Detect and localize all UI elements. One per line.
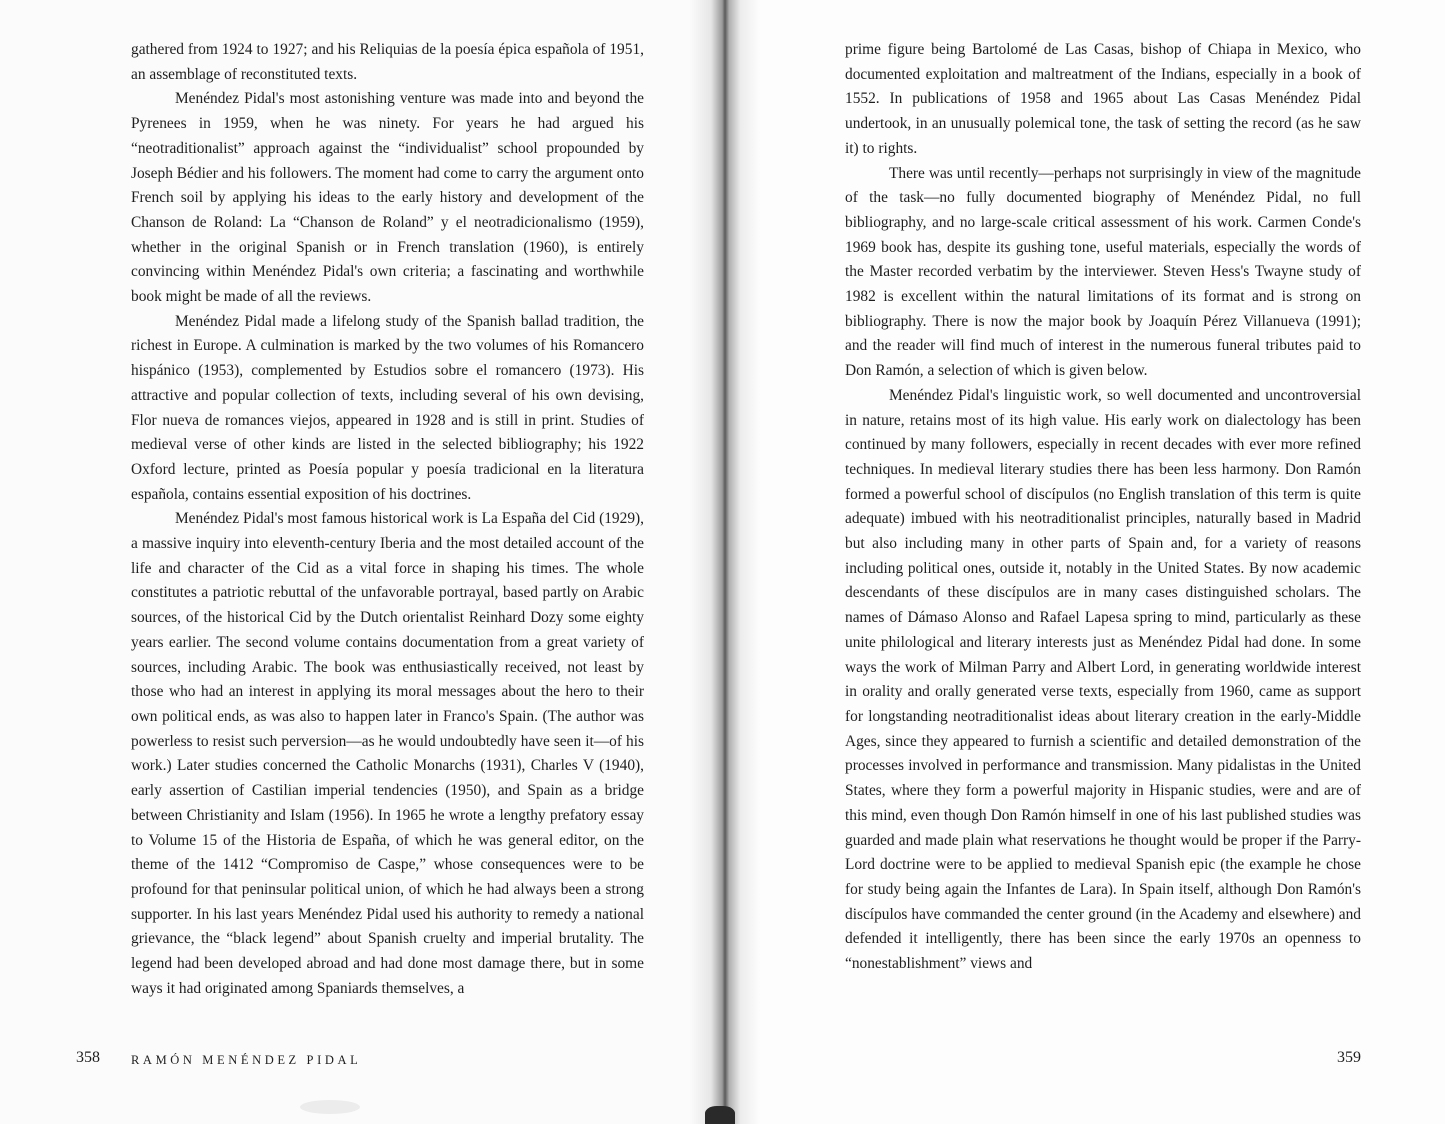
paragraph: There was until recently—perhaps not surprisingly in view of the magnitude of the task—no fully documented biography of Menéndez Pidal, no full bibliography, and no large-scale critical assessment of his work. Carmen Conde's 1969 book has, despite its gushing tone, useful materials, especially the words of the Master recorded verbatim by the interviewer. Steven Hess's Twayne study of 1982 is excellent within the natural limitations of its format and is strong on bibliography. There is now the major book by Joaquín Pérez Villanueva (1991); and the reader will find much of interest in the numerous funeral tributes paid to Don Ramón, a selection of which is given below.	[845, 164, 1361, 380]
page-number: 359	[1337, 1049, 1361, 1066]
gutter-shadow	[705, 1106, 735, 1124]
left-page-text	[131, 38, 644, 1001]
paragraph: gathered from 1924 to 1927; and his Reliquias de la poesía épica española of 1951, an assemblage of reconstituted texts.	[131, 41, 644, 83]
paragraph: Menéndez Pidal's most famous historical work is La España del Cid (1929), a massive inquiry into eleventh-century Iberia and the most detailed account of the life and character of the Cid as a vital force in shaping his times. The whole constitutes a patriotic rebuttal of the unfavorable portrayal, based partly on Arabic sources, of the historical Cid by the Dutch orientalist Reinhard Dozy some eighty years earlier. The second volume contains documentation from a great variety of sources, including Arabic. The book was enthusiastically received, not least by those who had an interest in applying its moral messages about the hero to their own political ends, as was also to happen later in Franco's Spain. (The author was powerless to resist such perversion—as he would undoubtedly have seen it—of his work.) Later studies concerned the Catholic Monarchs (1931), Charles V (1940), early assertion of Castilian imperial tendencies (1950), and Spain as a bridge between Christianity and Islam (1956). In 1965 he wrote a lengthy prefatory essay to Volume 15 of the Historia de España, of which he was general editor, on the theme of the 1412 “Compromiso de Caspe,” whose consequences were to be profound for that peninsular political union, of which he had always been a strong supporter. In his last years Menéndez Pidal used his authority to remedy a national grievance, the “black legend” about Spanish cruelty and imperial brutality. The legend had been developed abroad and had done most damage there, but in some ways it had originated among Spaniards themselves, a	[131, 510, 644, 997]
paragraph: Menéndez Pidal's most astonishing venture was made into and beyond the Pyrenees in 1959, when he was ninety. For years he had argued his “neotraditionalist” approach against the “individualist” school propounded by Joseph Bédier and his followers. The moment had come to carry the argument onto French soil by applying his ideas to the early history and development of the Chanson de Roland: La “Chanson de Roland” y el neotradicionalismo (1959), whether in the original Spanish or in French translation (1960), is entirely convincing within Menéndez Pidal's own criteria; a fascinating and worthwhile book might be made of all the reviews.	[131, 90, 644, 306]
book-gutter	[690, 0, 760, 1124]
paragraph: prime figure being Bartolomé de Las Casas, bishop of Chiapa in Mexico, who documented exploitation and maltreatment of the Indians, especially in a book of 1552. In publications of 1958 and 1965 about Las Casas Menéndez Pidal undertook, in an unusually polemical tone, the task of setting the record (as he saw it) to rights.	[845, 41, 1361, 157]
paragraph: Menéndez Pidal made a lifelong study of the Spanish ballad tradition, the richest in Europe. A culmination is marked by the two volumes of his Romancero hispánico (1953), complemented by Estudios sobre el romancero (1973). His attractive and popular collection of texts, including several of his own devising, Flor nueva de romances viejos, appeared in 1928 and is still in print. Studies of medieval verse of other kinds are listed in the selected bibliography; his 1922 Oxford lecture, printed as Poesía popular y poesía tradicional en la literatura española, contains essential exposition of his doctrines.	[131, 312, 644, 503]
running-head: RAMÓN MENÉNDEZ PIDAL	[131, 1053, 362, 1067]
paragraph: Menéndez Pidal's linguistic work, so well documented and uncontroversial in nature, retains most of its high value. His early work on dialectology has been continued by many followers, especially in recent decades with ever more refined techniques. In medieval literary studies there has been less harmony. Don Ramón formed a powerful school of discípulos (no English translation of this term is quite adequate) imbued with his neotraditionalist principles, naturally based in Madrid but also including many in other parts of Spain and, for a variety of reasons including political ones, outside it, notably in the United States. By now academic descendants of these discípulos are in many cases distinguished scholars. The names of Dámaso Alonso and Rafael Lapesa spring to mind, particularly as these unite philological and literary interests just as Menéndez Pidal had done. In some ways the work of Milman Parry and Albert Lord, in generating worldwide interest in orality and orally generated verse texts, especially from 1960, came as support for longstanding neotraditionalist ideas about literary creation in the early-Middle Ages, since they appeared to furnish a scientific and detailed demonstration of the processes involved in performance and transmission. Many pidalistas in the United States, where they form a powerful majority in Hispanic studies, were and are of this mind, even though Don Ramón himself in one of his last published studies was guarded and made plain what reservations he thought would be proper if the Parry-Lord doctrine were to be applied to medieval Spanish epic (the example he chose for study being again the Infantes de Lara). In Spain itself, although Don Ramón's discípulos have commanded the center ground (in the Academy and elsewhere) and defended it intelligently, there has been since the early 1970s an openness to “nonestablishment” views and	[845, 386, 1361, 973]
page-smudge	[300, 1100, 360, 1114]
page-number: 358	[76, 1049, 100, 1066]
right-page-text	[845, 38, 1361, 977]
